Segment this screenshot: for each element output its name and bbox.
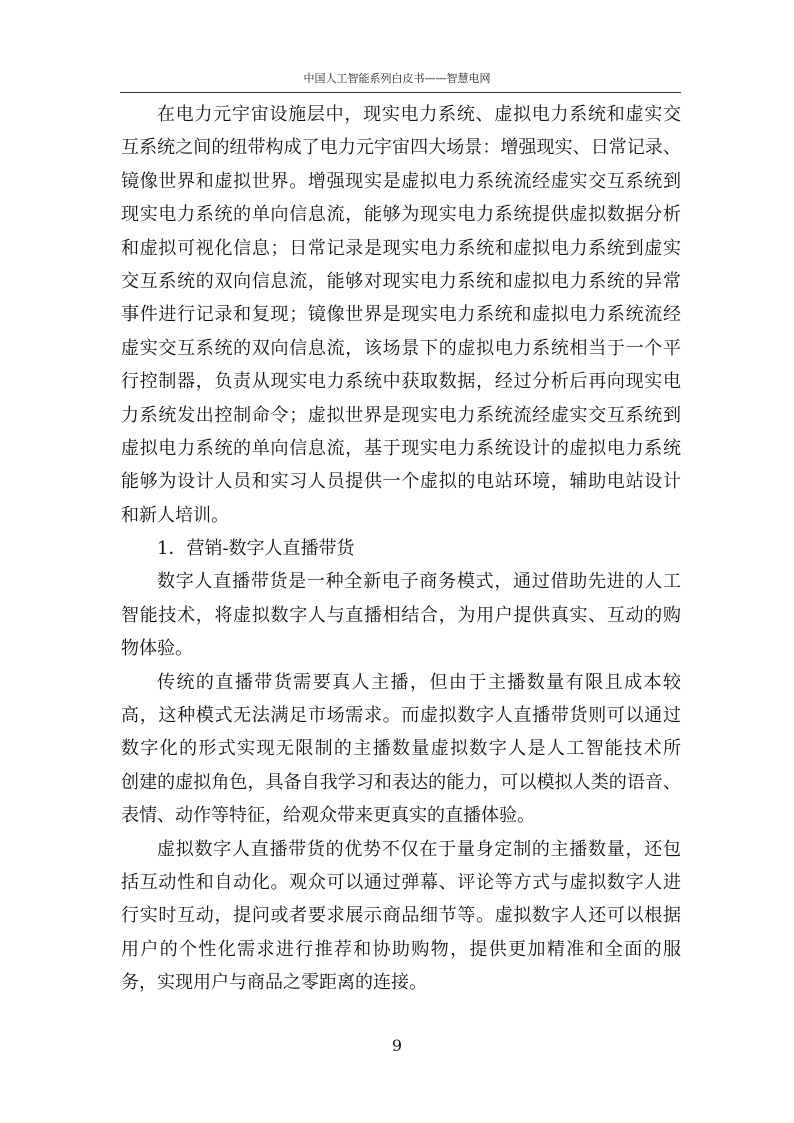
body-line: 传统的直播带货需要真人主播，但由于主播数量有限且成本较: [157, 671, 681, 693]
body-line: 镜像世界和虚拟世界。增强现实是虚拟电力系统流经虚实交互系统到: [121, 170, 681, 192]
header-divider: [120, 92, 681, 93]
section-heading: 1．营销-数字人直播带货: [157, 538, 355, 560]
body-line: 数字化的形式实现无限制的主播数量虚拟数字人是人工智能技术所: [121, 738, 681, 760]
body-line: 互系统之间的纽带构成了电力元宇宙四大场景：增强现实、日常记录、: [121, 137, 681, 159]
body-line: 力系统发出控制命令；虚拟世界是现实电力系统流经虚实交互系统到: [121, 404, 681, 426]
body-text: [121, 98, 681, 1000]
body-line: 行控制器，负责从现实电力系统中获取数据，经过分析后再向现实电: [121, 371, 681, 393]
body-line: 行实时互动，提问或者要求展示商品细节等。虚拟数字人还可以根据: [121, 905, 681, 927]
paragraph-advantages: [121, 833, 681, 1000]
body-line: 数字人直播带货是一种全新电子商务模式，通过借助先进的人工: [157, 571, 681, 593]
body-line: 创建的虚拟角色，具备自我学习和表达的能力，可以模拟人类的语音、: [121, 771, 681, 793]
body-line: 和虚拟可视化信息；日常记录是现实电力系统和虚拟电力系统到虚实: [121, 237, 681, 259]
body-line: 能够为设计人员和实习人员提供一个虚拟的电站环境，辅助电站设计: [121, 471, 681, 493]
paragraph-traditional-livestream: [121, 666, 681, 833]
body-line: 虚拟电力系统的单向信息流，基于现实电力系统设计的虚拟电力系统: [121, 437, 681, 459]
page-number: 9: [391, 1036, 403, 1055]
body-line: 交互系统的双向信息流，能够对现实电力系统和虚拟电力系统的异常: [121, 270, 681, 292]
body-line: 智能技术，将虚拟数字人与直播相结合，为用户提供真实、互动的购: [121, 604, 681, 626]
body-line: 在电力元宇宙设施层中，现实电力系统、虚拟电力系统和虚实交: [157, 104, 681, 125]
body-line: 括互动性和自动化。观众可以通过弹幕、评论等方式与虚拟数字人进: [121, 871, 681, 893]
body-line: 务，实现用户与商品之零距离的连接。: [121, 972, 427, 994]
paragraph-metaverse-scenes: [121, 98, 681, 532]
body-line: 事件进行记录和复现；镜像世界是现实电力系统和虚拟电力系统流经: [121, 304, 681, 326]
body-line: 高，这种模式无法满足市场需求。而虚拟数字人直播带货则可以通过: [121, 705, 681, 727]
body-line: 虚拟数字人直播带货的优势不仅在于量身定制的主播数量，还包: [157, 838, 681, 860]
running-header: 中国人工智能系列白皮书——智慧电网: [303, 72, 491, 85]
paragraph-digital-human-intro: [121, 565, 681, 665]
body-line: 物体验。: [121, 638, 193, 660]
body-line: 和新人培训。: [121, 504, 229, 526]
body-line: 现实电力系统的单向信息流，能够为现实电力系统提供虚拟数据分析: [121, 204, 681, 226]
body-line: 用户的个性化需求进行推荐和协助购物，提供更加精准和全面的服: [121, 938, 681, 960]
body-line: 虚实交互系统的双向信息流，该场景下的虚拟电力系统相当于一个平: [121, 337, 681, 359]
body-line: 表情、动作等特征，给观众带来更真实的直播体验。: [121, 805, 535, 827]
